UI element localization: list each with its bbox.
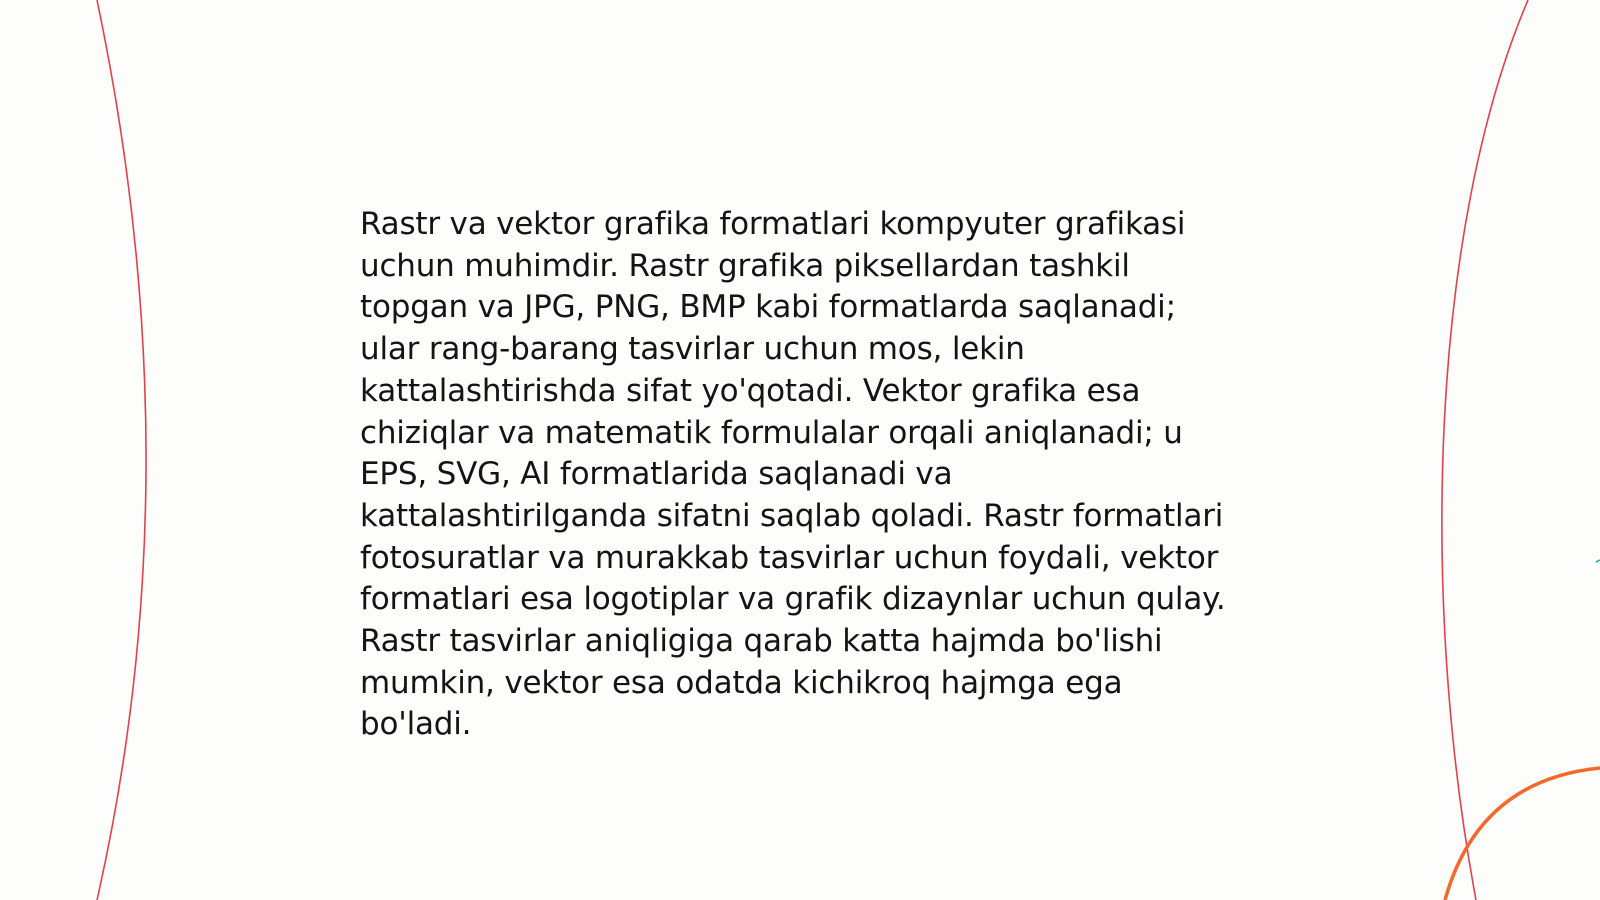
teal-accent-mark [1596, 560, 1600, 562]
left-red-arc [97, 0, 146, 900]
right-red-arc [1442, 0, 1528, 900]
bottom-right-orange-arc [1445, 768, 1600, 900]
body-paragraph: Rastr va vektor grafika formatlari kompyuter grafikasi uchun muhimdir. Rastr grafika piksellardan tashkil topgan va JPG, PNG, BMP kabi formatlarda saqlanadi; ular rang-barang tasvirlar uchun mos, lekin kattalashtirishda sifat yo'qotadi. Vektor grafika esa chiziqlar va matematik formulalar orqali aniqlanadi; u EPS, SVG, AI formatlarida saqlanadi va kattalashtirilganda sifatni saqlab qoladi. Rastr formatlari fotosuratlar va murakkab tasvirlar uchun foydali, vektor formatlari esa logotiplar va grafik dizaynlar uchun qulay. Rastr tasvirlar aniqligiga qarab katta hajmda bo'lishi mumkin, vektor esa odatda kichikroq hajmga ega bo'ladi. [360, 206, 1226, 743]
